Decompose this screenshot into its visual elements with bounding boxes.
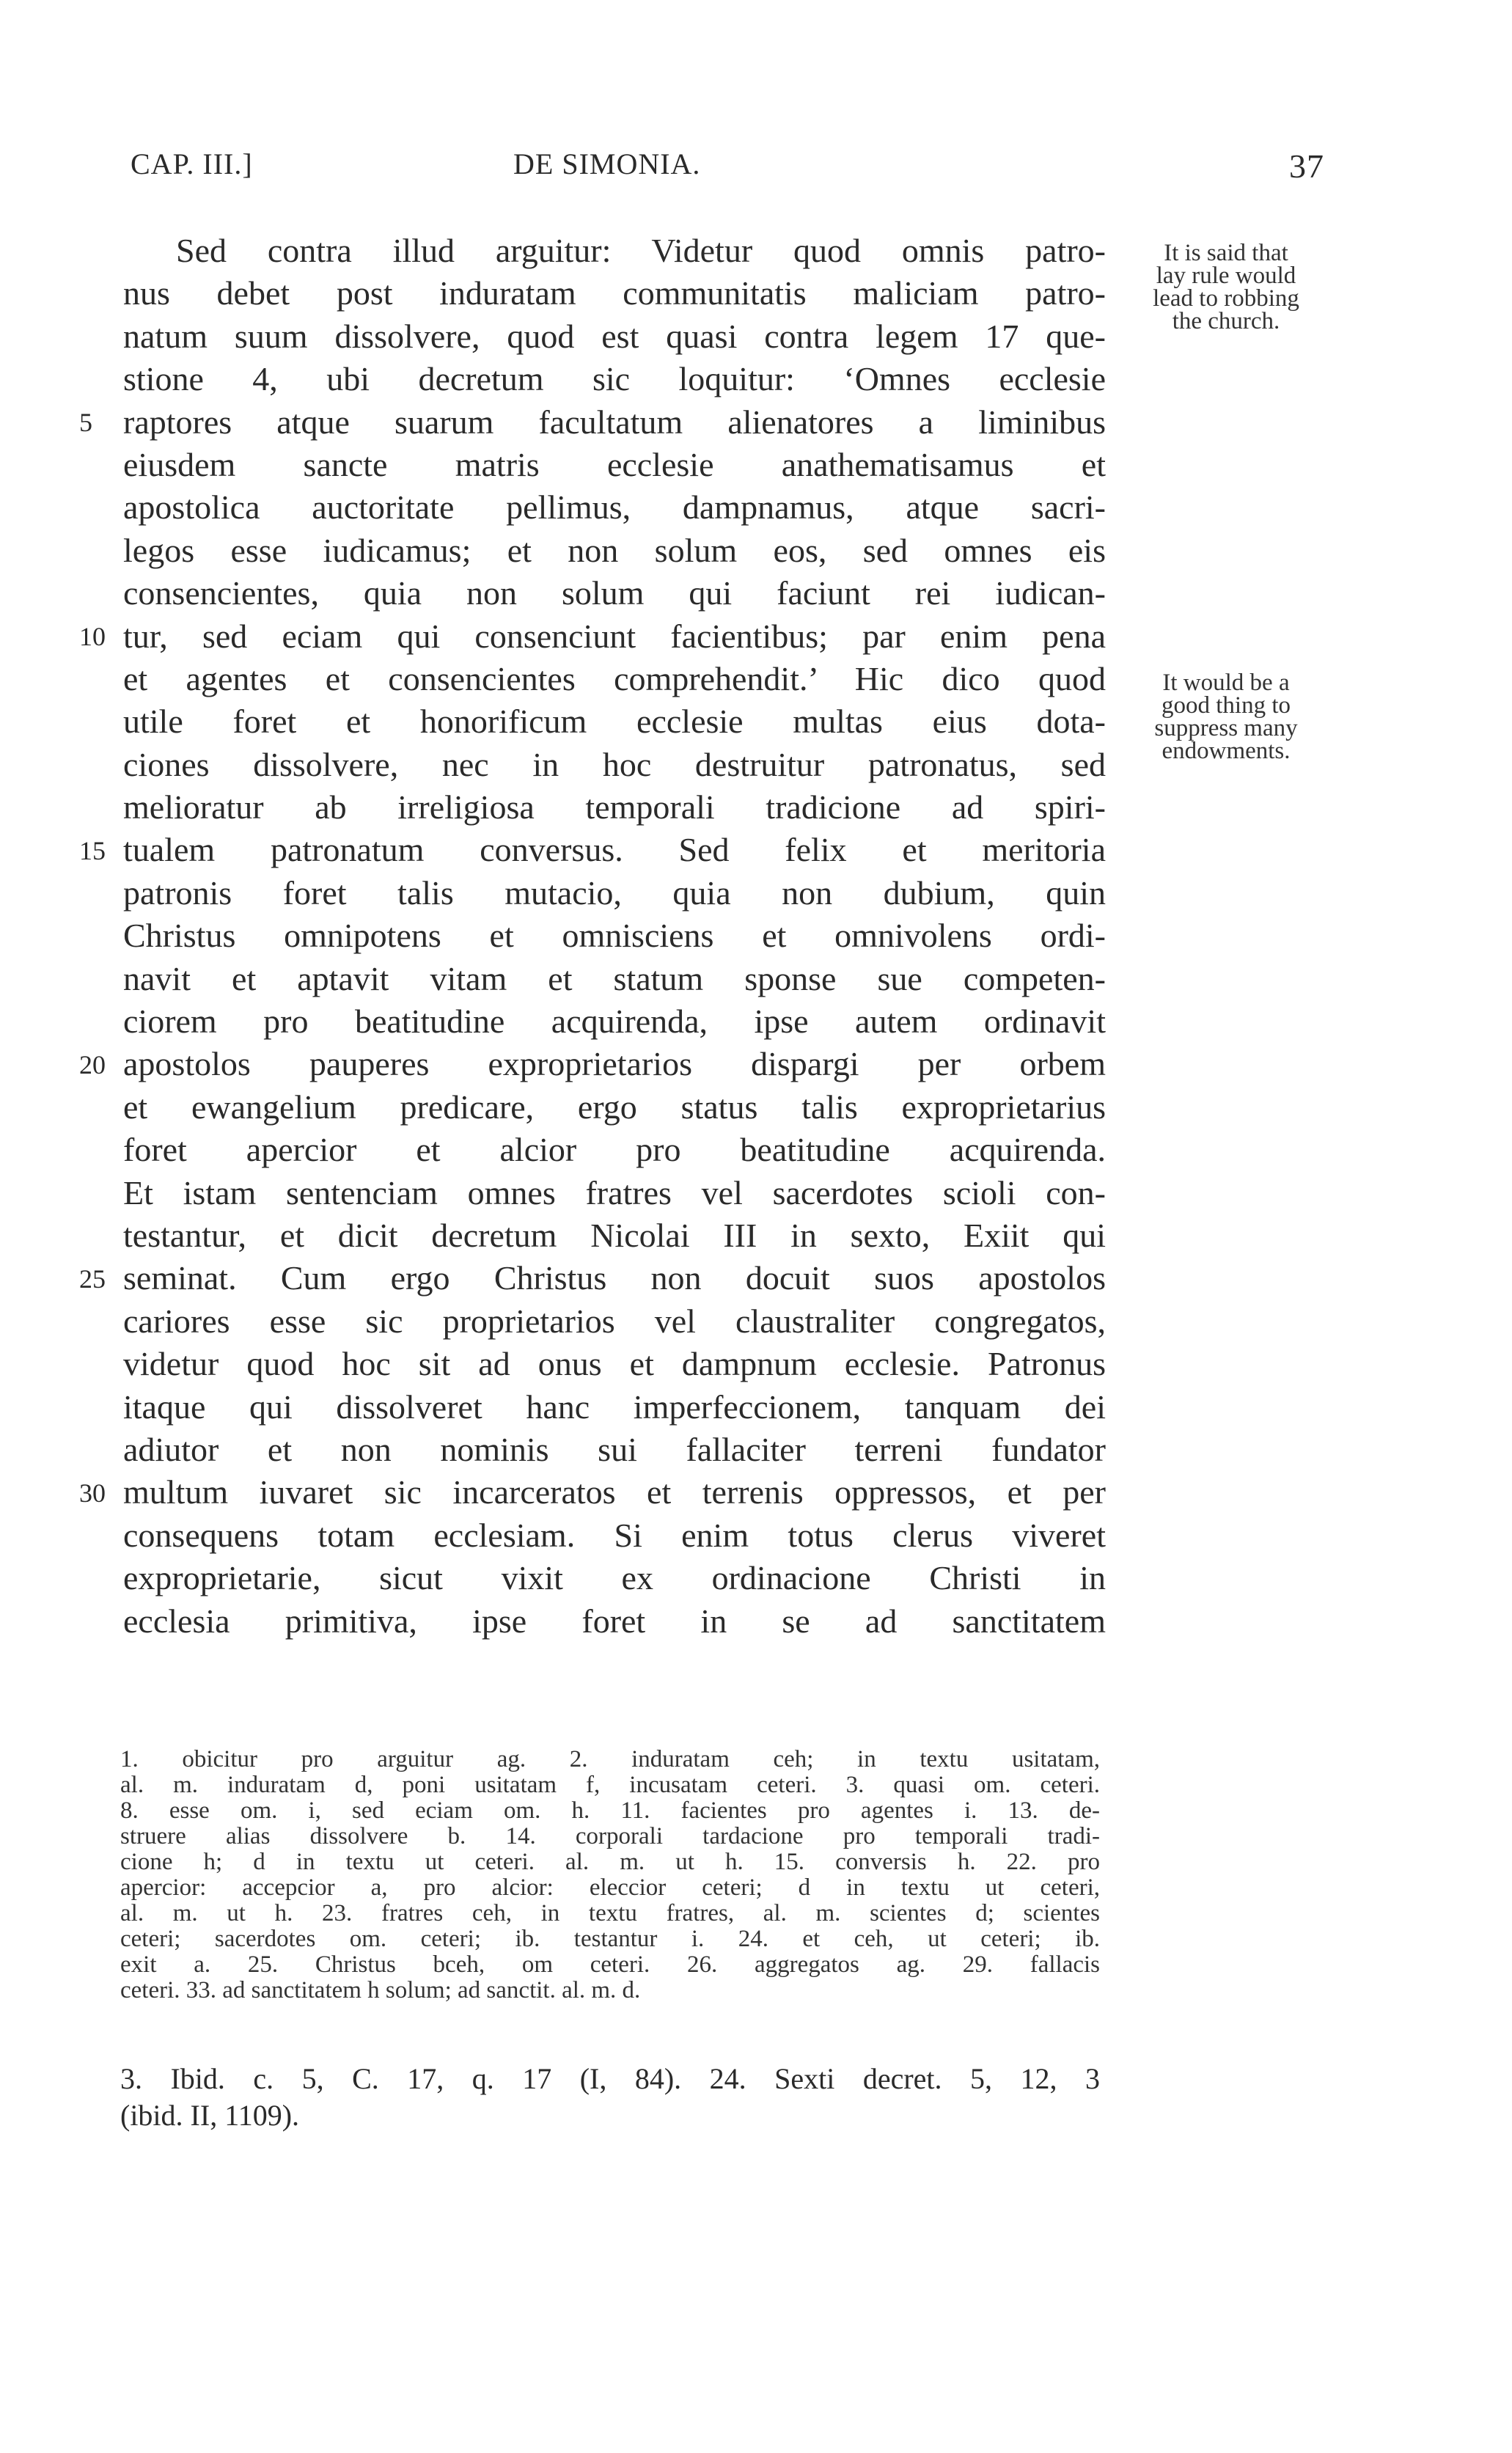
page-number: 37 bbox=[1289, 147, 1324, 185]
apparatus-line: apercior: accepcior a, pro alcior: eleccior ceteri; d in textu ut ceteri, bbox=[120, 1874, 1100, 1901]
critical-apparatus bbox=[120, 1747, 1100, 2003]
text-line: patronis foret talis mutacio, quia non dubium, quin bbox=[123, 873, 1106, 912]
text-line: legos esse iudicamus; et non solum eos, sed omnes eis bbox=[123, 531, 1106, 569]
line-number: 25 bbox=[79, 1264, 106, 1294]
text-line: nus debet post induratam communitatis maliciam patro- bbox=[123, 274, 1106, 312]
text-line: navit et aptavit vitam et statum sponse sue competen- bbox=[123, 959, 1106, 997]
text-line: utile foret et honorificum ecclesie multas eius dota- bbox=[123, 703, 1106, 741]
text-line: Christus omnipotens et omnisciens et omnivolens ordi- bbox=[123, 917, 1106, 955]
text-line: exproprietarie, sicut vixit ex ordinacione Christi in bbox=[123, 1559, 1106, 1597]
text-line: Et istam sentenciam omnes fratres vel sacerdotes scioli con- bbox=[123, 1173, 1106, 1211]
text-line: itaque qui dissolveret hanc imperfeccionem, tanquam dei bbox=[123, 1387, 1106, 1426]
text-line: cariores esse sic proprietarios vel claustraliter congregatos, bbox=[123, 1302, 1106, 1340]
text-line: ciorem pro beatitudine acquirenda, ipse autem ordinavit bbox=[123, 1002, 1106, 1041]
text-line: multum iuvaret sic incarceratos et terrenis oppressos, et per bbox=[123, 1473, 1106, 1511]
marginal-note-line: endowments. bbox=[1161, 738, 1291, 764]
text-line: Sed contra illud arguitur: Videtur quod omnis patro- bbox=[176, 232, 1106, 269]
running-header-title: DE SIMONIA. bbox=[513, 147, 701, 180]
text-line: seminat. Cum ergo Christus non docuit suos apostolos bbox=[123, 1259, 1106, 1297]
text-line: consequens totam ecclesiam. Si enim totus clerus viveret bbox=[123, 1516, 1106, 1554]
apparatus-line: ceteri; sacerdotes om. ceteri; ib. testantur i. 24. et ceh, ut ceteri; ib. bbox=[120, 1926, 1100, 1952]
apparatus-line: exit a. 25. Christus bceh, om ceteri. 26. aggregatos ag. 29. fallacis bbox=[120, 1951, 1100, 1978]
text-line: tur, sed eciam qui consenciunt facientibus; par enim pena bbox=[123, 617, 1106, 655]
marginal-note-1 bbox=[1123, 242, 1329, 333]
text-line: consencientes, quia non solum qui faciunt rei iudican- bbox=[123, 574, 1106, 612]
text-line: tualem patronatum conversus. Sed felix et meritoria bbox=[123, 831, 1106, 869]
main-text bbox=[123, 230, 1106, 1643]
marginal-note-line: the church. bbox=[1172, 308, 1280, 334]
text-line: ciones dissolvere, nec in hoc destruitur patronatus, sed bbox=[123, 745, 1106, 783]
marginal-note-2 bbox=[1123, 672, 1329, 763]
apparatus-line: struere alias dissolvere b. 14. corporali tardacione pro temporali tradi- bbox=[120, 1823, 1100, 1849]
apparatus-line: al. m. induratam d, poni usitatam f, incusatam ceteri. 3. quasi om. ceteri. bbox=[120, 1772, 1100, 1798]
line-number: 10 bbox=[79, 621, 106, 651]
text-line: melioratur ab irreligiosa temporali tradicione ad spiri- bbox=[123, 788, 1106, 826]
apparatus-line: 8. esse om. i, sed eciam om. h. 11. facientes pro agentes i. 13. de- bbox=[120, 1797, 1100, 1824]
reference-line: 3. Ibid. c. 5, C. 17, q. 17 (I, 84). 24. Sexti decret. 5, 12, 3 bbox=[120, 2062, 1100, 2095]
apparatus-line: cione h; d in textu ut ceteri. al. m. ut h. 15. conversis h. 22. pro bbox=[120, 1849, 1100, 1875]
text-line: testantur, et dicit decretum Nicolai III in sexto, Exiit qui bbox=[123, 1216, 1106, 1254]
line-number: 20 bbox=[79, 1049, 106, 1079]
marginal-note-line: suppress many bbox=[1154, 715, 1298, 741]
line-number: 5 bbox=[79, 407, 92, 437]
text-line: raptores atque suarum facultatum alienatores a liminibus bbox=[123, 403, 1106, 441]
text-line: et agentes et consencientes comprehendit.’ Hic dico quod bbox=[123, 659, 1106, 697]
marginal-note-line: It would be a bbox=[1162, 670, 1290, 696]
source-references bbox=[120, 2061, 1100, 2134]
text-line: apostolica auctoritate pellimus, dampnamus, atque sacri- bbox=[123, 488, 1106, 527]
text-line: videtur quod hoc sit ad onus et dampnum ecclesie. Patronus bbox=[123, 1345, 1106, 1383]
line-number: 15 bbox=[79, 835, 106, 865]
apparatus-line: ceteri. 33. ad sanctitatem h solum; ad sanctit. al. m. d. bbox=[120, 1977, 641, 2003]
text-line: stione 4, ubi decretum sic loquitur: ‘Omnes ecclesie bbox=[123, 360, 1106, 398]
text-line: ecclesia primitiva, ipse foret in se ad sanctitatem bbox=[123, 1602, 1106, 1640]
marginal-note-line: lay rule would bbox=[1156, 263, 1296, 289]
marginal-note-line: good thing to bbox=[1161, 692, 1291, 719]
text-line: apostolos pauperes exproprietarios dispargi per orbem bbox=[123, 1045, 1106, 1083]
apparatus-line: 1. obicitur pro arguitur ag. 2. induratam ceh; in textu usitatam, bbox=[120, 1746, 1100, 1772]
line-number: 30 bbox=[79, 1478, 106, 1508]
text-line: eiusdem sancte matris ecclesie anathematisamus et bbox=[123, 445, 1106, 483]
text-line: natum suum dissolvere, quod est quasi contra legem 17 que- bbox=[123, 317, 1106, 355]
text-line: foret apercior et alcior pro beatitudine acquirenda. bbox=[123, 1131, 1106, 1169]
text-line: adiutor et non nominis sui fallaciter terreni fundator bbox=[123, 1430, 1106, 1468]
text-line: et ewangelium predicare, ergo status talis exproprietarius bbox=[123, 1088, 1106, 1126]
marginal-note-line: lead to robbing bbox=[1153, 285, 1299, 312]
running-header-chapter: CAP. III.] bbox=[131, 147, 253, 180]
marginal-note-line: It is said that bbox=[1164, 240, 1288, 266]
reference-line: (ibid. II, 1109). bbox=[120, 2099, 300, 2132]
apparatus-line: al. m. ut h. 23. fratres ceh, in textu fratres, al. m. scientes d; scientes bbox=[120, 1900, 1100, 1926]
